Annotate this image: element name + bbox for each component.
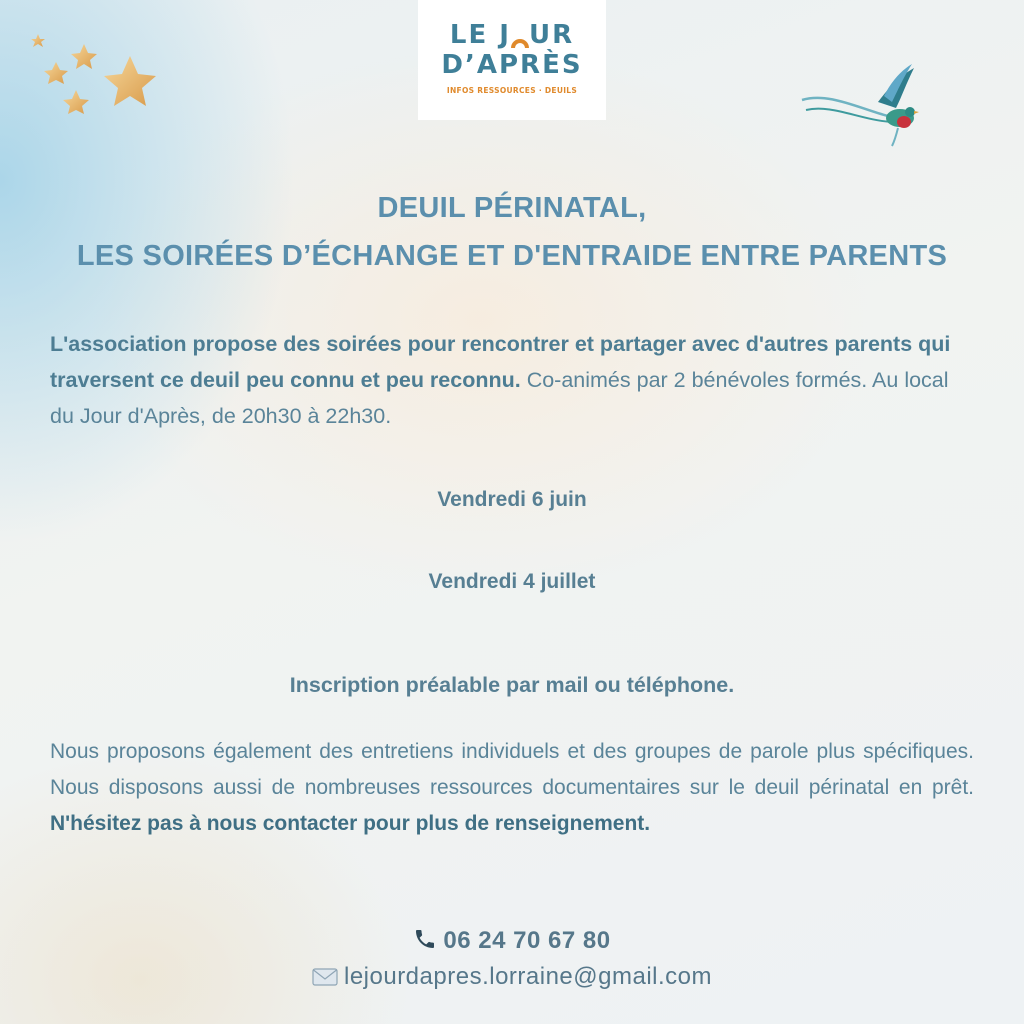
logo-sun-icon: [511, 28, 529, 50]
inscription-note: Inscription préalable par mail ou téléphone.: [289, 673, 735, 697]
stars-decoration-icon: [22, 28, 162, 128]
page-title-line-2: LES SOIRÉES D’ÉCHANGE ET D'ENTRAIDE ENTRE PARENTS: [76, 240, 948, 272]
contact-email[interactable]: [0, 963, 1024, 991]
star-small-icon: [71, 44, 97, 69]
logo-line-2: D’APRÈS: [441, 50, 583, 80]
logo-text-b: UR: [528, 20, 575, 50]
email-address[interactable]: lejourdapres.lorraine@gmail.com: [343, 963, 712, 990]
star-tiny-icon: [31, 34, 45, 47]
intro-paragraph: [50, 326, 974, 434]
more-info-paragraph: [50, 734, 974, 842]
star-small-icon: [44, 62, 68, 84]
more-bold-text: N'hésitez pas à nous contacter pour plus de renseignement.: [50, 812, 651, 835]
intro-bold-text: L'association propose des soirées pour rencontrer et partager avec d'autres parents qui traversent ce deuil peu connu et peu reconnu.: [50, 332, 951, 392]
brand-logo: [418, 0, 606, 120]
event-date-1: Vendredi 6 juin: [437, 488, 587, 511]
star-small-icon: [63, 90, 89, 114]
phone-number[interactable]: 06 24 70 67 80: [443, 927, 611, 954]
logo-text-a: LE J: [449, 20, 511, 50]
bird-decoration-icon: [798, 56, 920, 148]
star-large-icon: [104, 56, 156, 106]
more-normal-text: Nous proposons également des entretiens individuels et des groupes de parole plus spécifiques. Nous disposons aussi de nombreuses ressources documentaires sur le deuil périnatal en prêt.: [50, 740, 974, 799]
phone-icon: [413, 927, 437, 951]
logo-tagline: INFOS RESSOURCES · DEUILS: [446, 86, 578, 95]
event-date-2: Vendredi 4 juillet: [428, 570, 596, 593]
page-title-line-1: DEUIL PÉRINATAL,: [377, 192, 647, 224]
logo-line-1: [418, 20, 606, 50]
intro-normal-text: Co-animés par 2 bénévoles formés. Au local du Jour d'Après, de 20h30 à 22h30.: [50, 368, 949, 428]
envelope-icon: [312, 967, 338, 987]
contact-phone[interactable]: [0, 927, 1024, 955]
